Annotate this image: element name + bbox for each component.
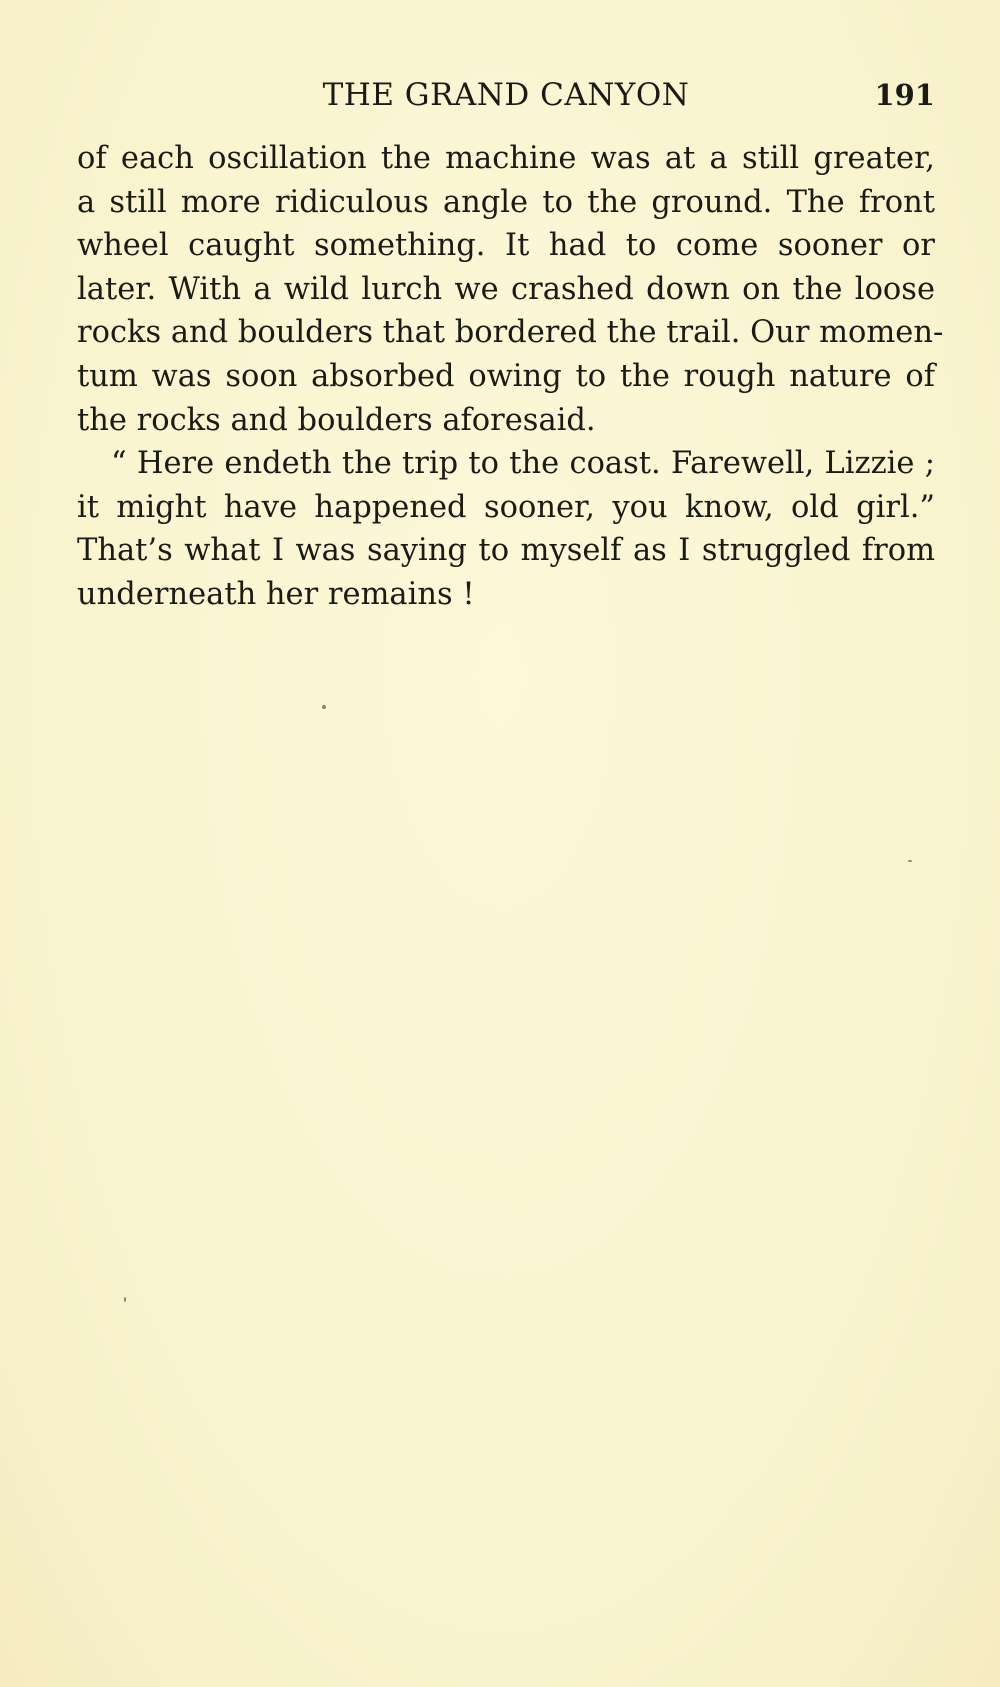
text-line: That’s what I was saying to myself as I struggled from [77,533,935,569]
text-line: of each oscillation the machine was at a still greater, [77,141,935,176]
text-line: the rocks and boulders aforesaid. [77,402,596,438]
page-number: 191 [874,78,935,112]
paper-speck [322,705,326,709]
running-title: THE GRAND CANYON [322,77,690,113]
text-line: later. With a wild lurch we crashed down on the loose [77,271,935,307]
running-header [77,72,935,118]
paragraph-2 [77,442,935,616]
body-text [77,137,944,617]
text-line: tum was soon absorbed owing to the rough nature of [77,358,935,394]
text-line: wheel caught something. It had to come sooner or [77,228,935,264]
text-line: “ Here endeth the trip to the coast. Farewell, Lizzie ; [111,446,935,482]
paper-speck [124,1297,126,1302]
text-line: rocks and boulders that bordered the trail. Our momen- [77,315,944,351]
paper-speck [908,860,912,862]
text-line: underneath her remains ! [77,576,475,612]
paragraph-1 [77,137,944,442]
text-line: a still more ridiculous angle to the ground. The front [77,184,935,220]
text-line: it might have happened sooner, you know, old girl.” [77,489,935,525]
